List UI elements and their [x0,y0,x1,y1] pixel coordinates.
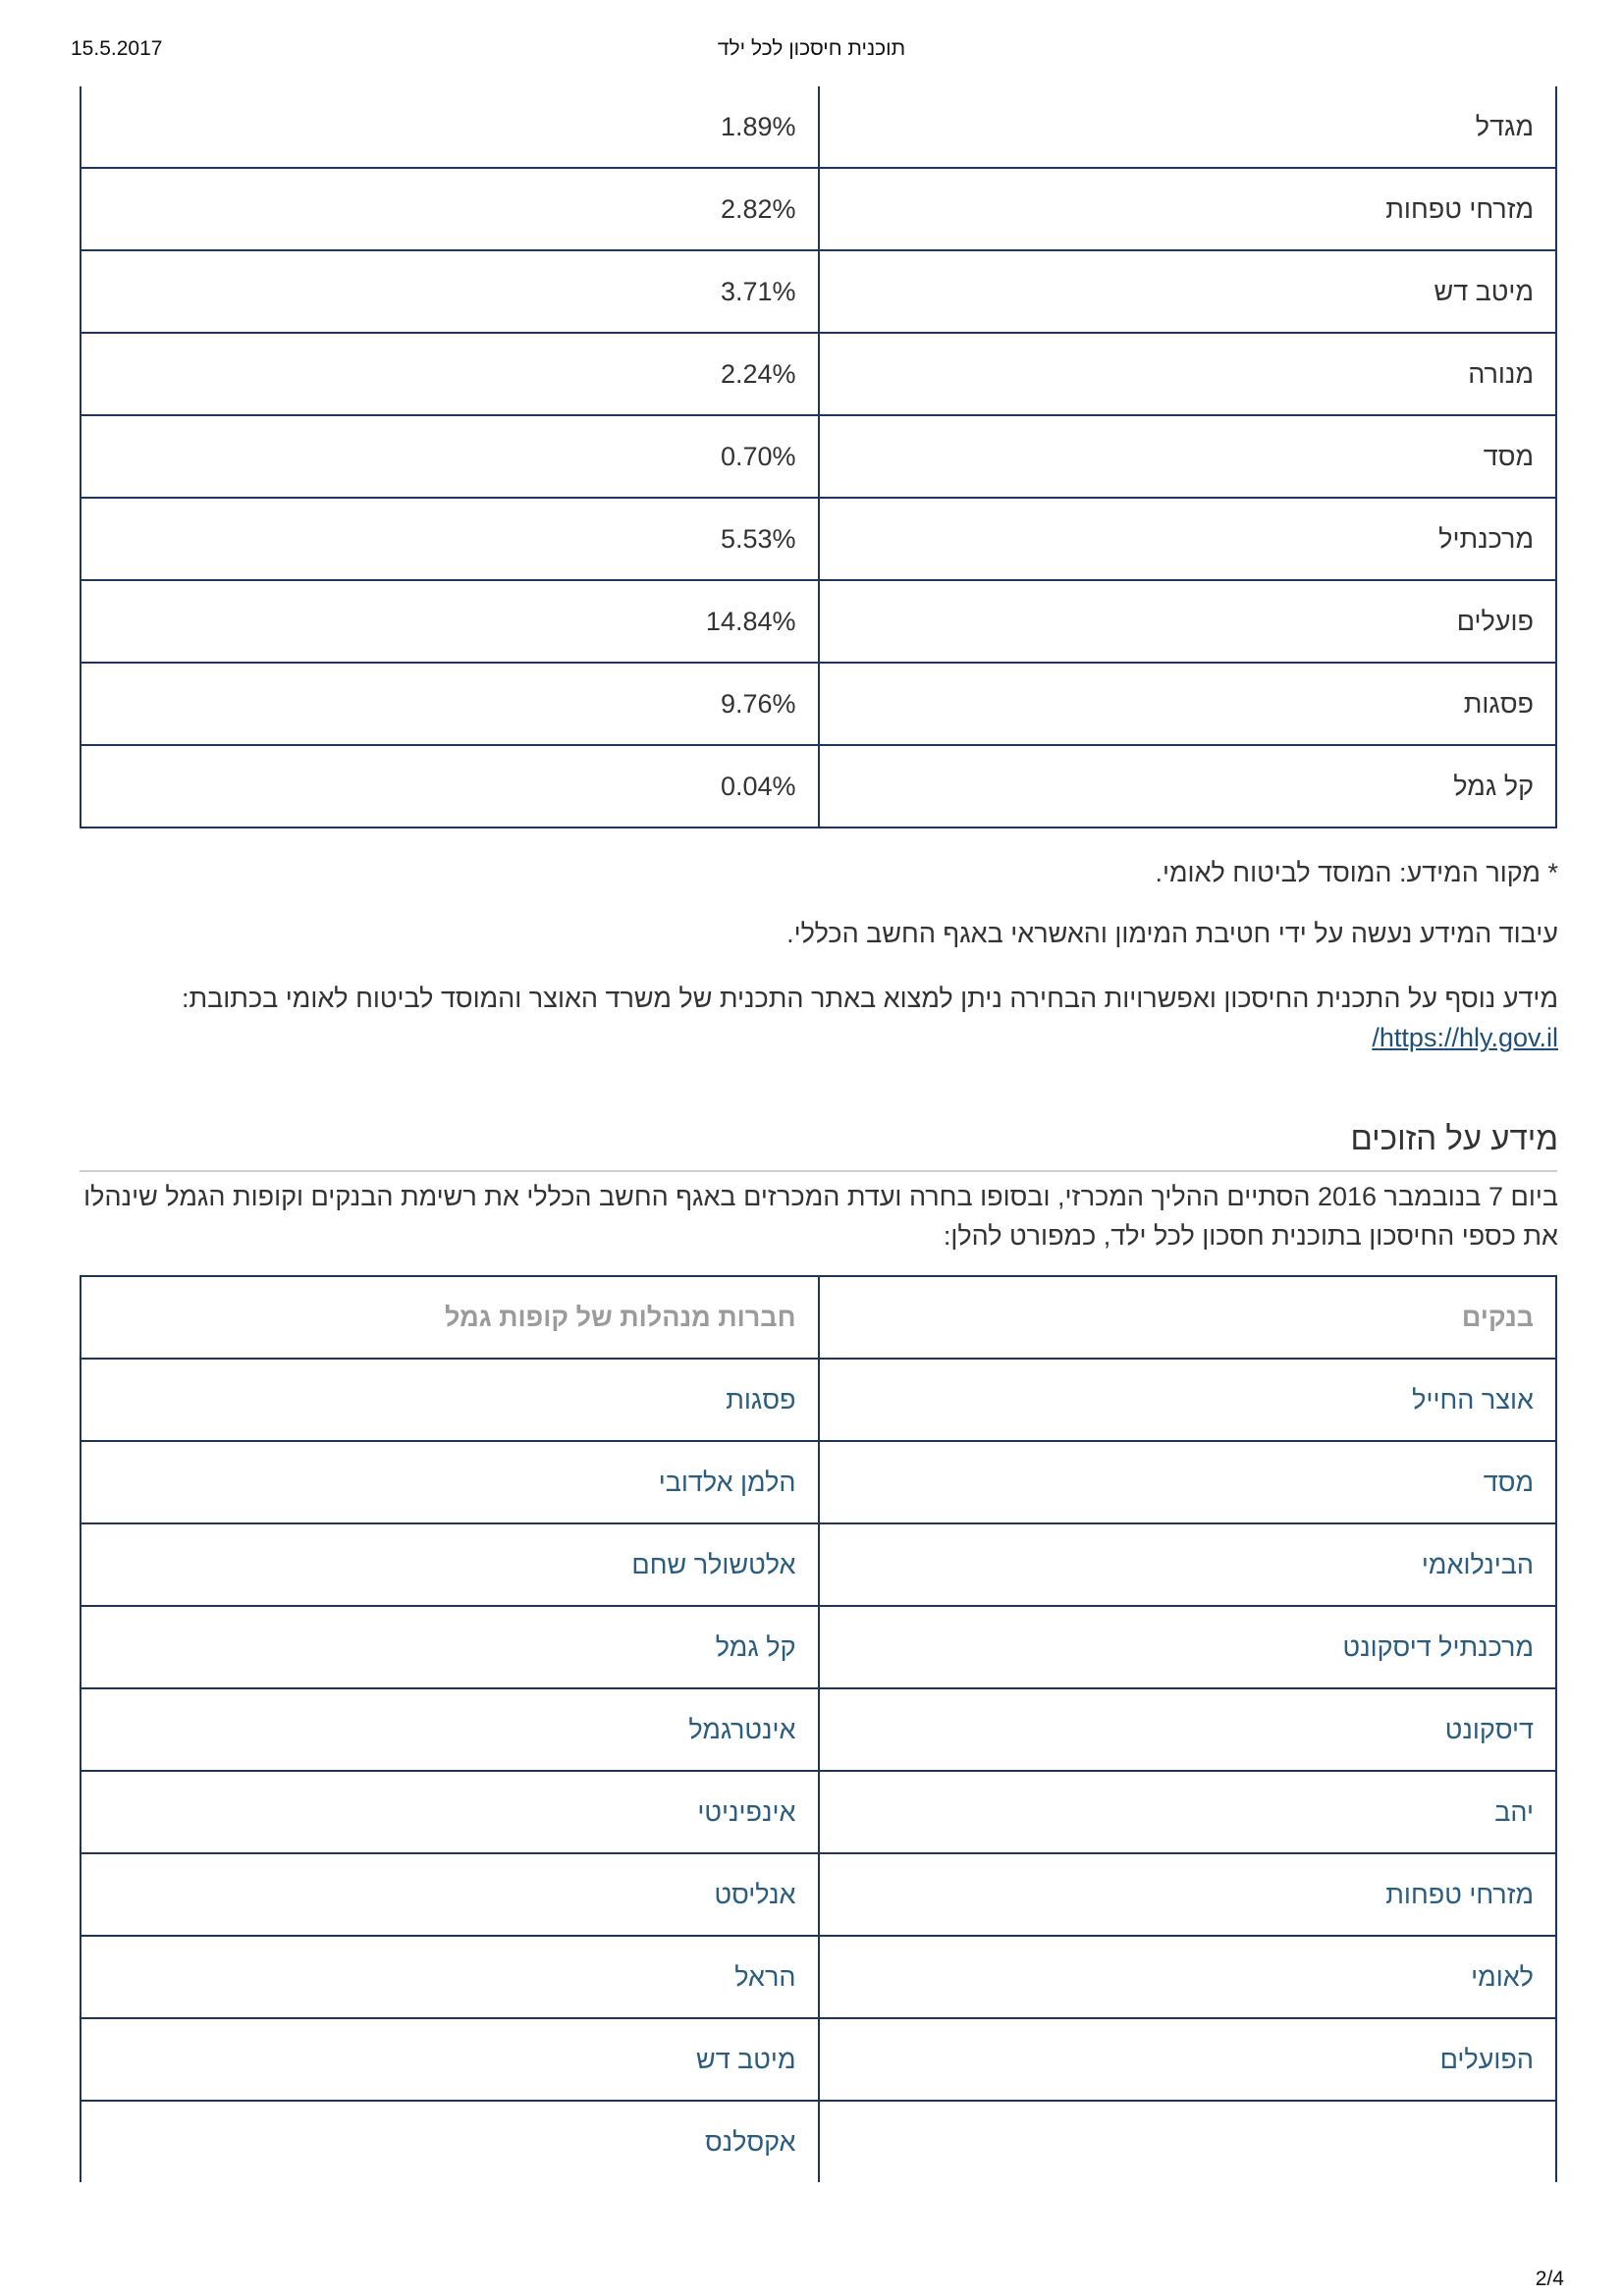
table-header-row [81,1276,1556,1359]
bank-cell: מסד [819,1441,1557,1523]
fund-manager-cell: אינטרגמל [81,1688,819,1771]
share-percent-cell: 14.84% [81,580,819,663]
fund-manager-cell: אלטשולר שחם [81,1523,819,1606]
table-row [81,498,1556,580]
table-row [81,745,1556,828]
fund-name-cell: פועלים [819,580,1557,663]
bank-cell: מרכנתיל דיסקונט [819,1606,1557,1688]
table-row [81,1936,1556,2018]
page-number: 2/4 [1535,2268,1564,2290]
fund-name-cell: מרכנתיל [819,498,1557,580]
fund-manager-cell: הראל [81,1936,819,2018]
table-row [81,1359,1556,1441]
bank-cell: הבינלואמי [819,1523,1557,1606]
table-row [81,580,1556,663]
bank-cell: לאומי [819,1936,1557,2018]
share-percent-cell: 2.82% [81,168,819,250]
share-percent-cell: 3.71% [81,250,819,333]
share-percent-cell: 2.24% [81,333,819,415]
bank-cell [819,2101,1557,2182]
bank-cell: דיסקונט [819,1688,1557,1771]
processing-note: עיבוד המידע נעשה על ידי חטיבת המימון והאשראי באגף החשב הכללי. [786,919,1558,948]
more-info-text: מידע נוסף על התכנית החיסכון ואפשרויות הבחירה ניתן למצוא באתר התכנית של משרד האוצר והמוסד לביטוח לאומי בכתובת: [181,984,1558,1013]
table-row [81,1523,1556,1606]
table-row [81,1688,1556,1771]
fund-manager-cell: פסגות [81,1359,819,1441]
table-row [81,1771,1556,1853]
program-site-link[interactable]: https://hly.gov.il/ [1372,1023,1558,1052]
source-note: * מקור המידע: המוסד לביטוח לאומי. [1155,858,1558,887]
share-percent-cell: 0.70% [81,415,819,498]
share-percent-cell: 1.89% [81,86,819,168]
winners-paragraph: ביום 7 בנובמבר 2016 הסתיים ההליך המכרזי, ובסופו בחרה ועדת המכרזים באגף החשב הכללי את רשימת הבנקים וקופות הגמל שינהלו את כספי החיסכון בתוכנית חסכון לכל ילד, כמפורט להלן: [83,1182,1558,1251]
table-row [81,250,1556,333]
fund-manager-cell: אקסלנס [81,2101,819,2182]
fund-manager-cell: אנליסט [81,1853,819,1936]
table-row [81,1606,1556,1688]
fund-manager-cell: קל גמל [81,1606,819,1688]
bank-cell: אוצר החייל [819,1359,1557,1441]
section-divider [80,1170,1557,1172]
print-page-title: תוכנית חיסכון לכל ילד [717,37,906,60]
bank-cell: מזרחי טפחות [819,1853,1557,1936]
table-row [81,1853,1556,1936]
fund-name-cell: מזרחי טפחות [819,168,1557,250]
table-row [81,333,1556,415]
share-percent-cell: 5.53% [81,498,819,580]
winners-table [80,1275,1557,2182]
fund-name-cell: מנורה [819,333,1557,415]
column-header-funds: חברות מנהלות של קופות גמל [81,1276,819,1359]
table-row [81,168,1556,250]
share-percent-cell: 0.04% [81,745,819,828]
fund-name-cell: פסגות [819,663,1557,745]
fund-share-table [80,86,1557,828]
table-row [81,663,1556,745]
fund-manager-cell: אינפיניטי [81,1771,819,1853]
fund-manager-cell: הלמן אלדובי [81,1441,819,1523]
table-row [81,415,1556,498]
fund-name-cell: מגדל [819,86,1557,168]
share-percent-cell: 9.76% [81,663,819,745]
table-row [81,1441,1556,1523]
table-row [81,86,1556,168]
column-header-banks: בנקים [819,1276,1557,1359]
fund-name-cell: מיטב דש [819,250,1557,333]
fund-manager-cell: מיטב דש [81,2018,819,2101]
bank-cell: יהב [819,1771,1557,1853]
table-row [81,2101,1556,2182]
winners-heading: מידע על הזוכים [1350,1120,1558,1156]
more-info-note [66,979,1558,1057]
fund-name-cell: מסד [819,415,1557,498]
fund-name-cell: קל גמל [819,745,1557,828]
table-row [81,2018,1556,2101]
print-date: 15.5.2017 [71,37,163,60]
bank-cell: הפועלים [819,2018,1557,2101]
